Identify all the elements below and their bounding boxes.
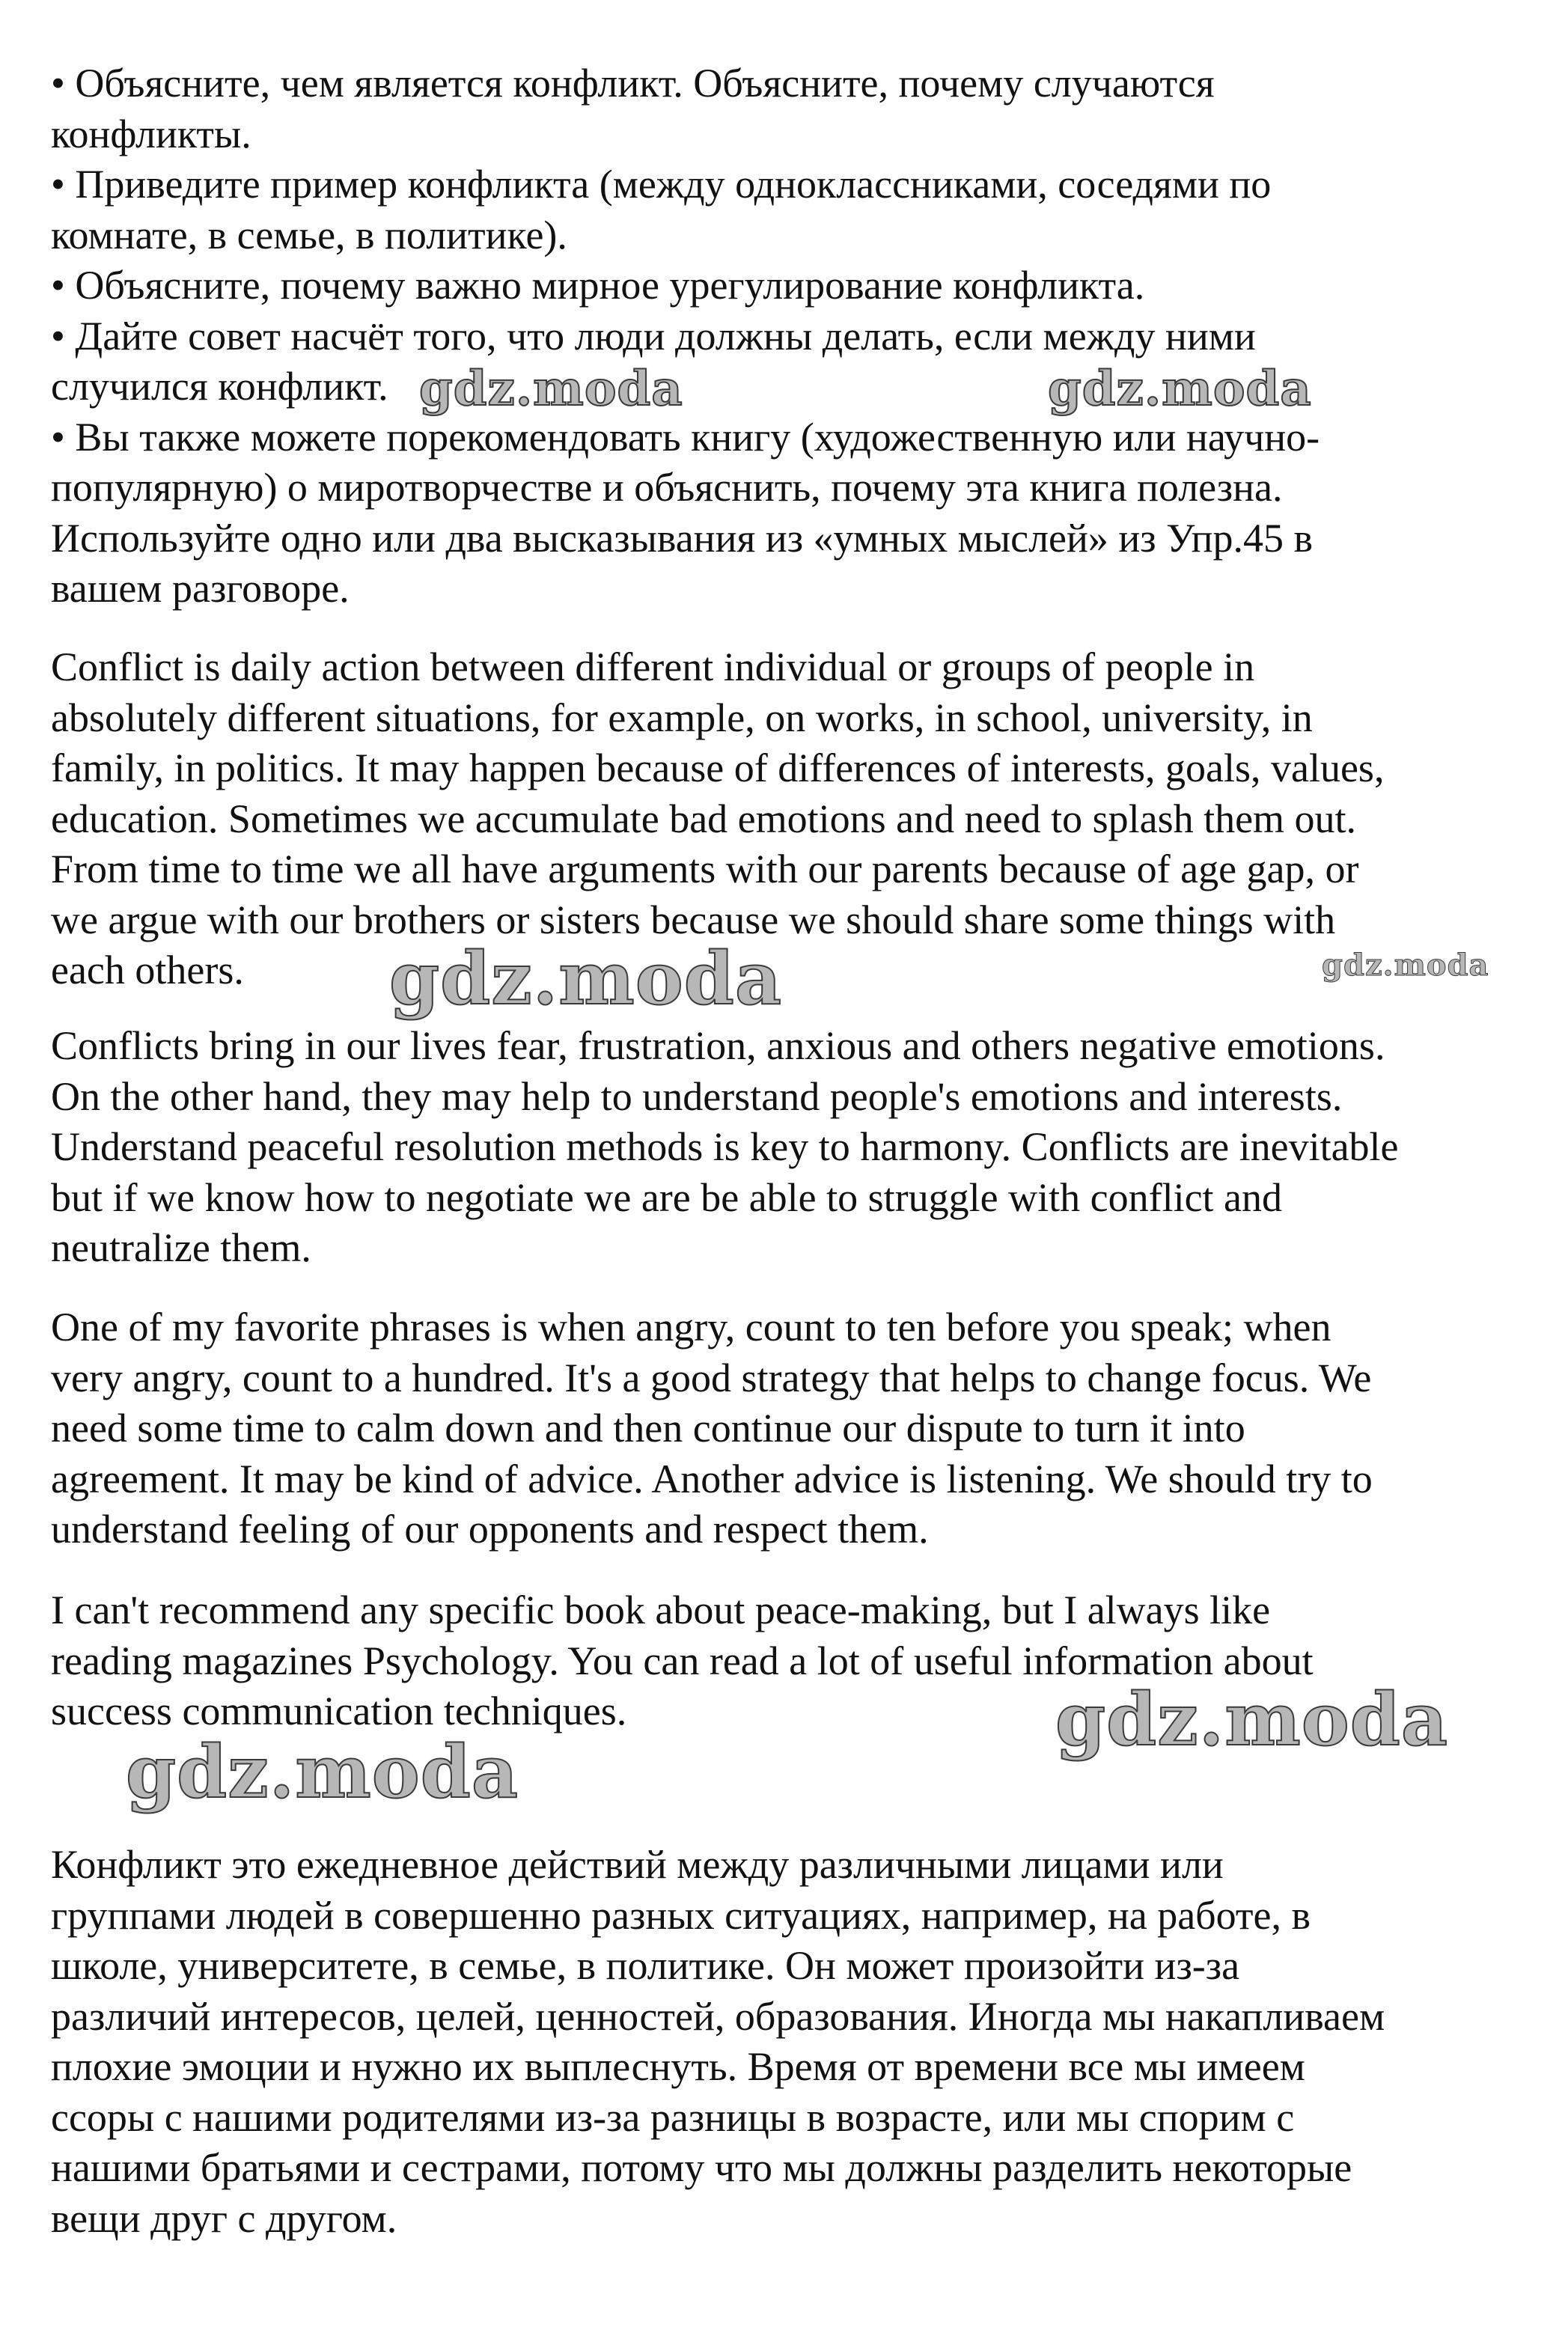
watermark: gdz.moda bbox=[126, 1730, 519, 1814]
text-line: Understand peaceful resolution methods is key to harmony. Conflicts are inevitable bbox=[51, 1124, 1399, 1169]
text-line: нашими братьями и сестрами, потому что мы должны разделить некоторые bbox=[51, 2145, 1352, 2190]
text-line: плохие эмоции и нужно их выплеснуть. Время от времени все мы имеем bbox=[51, 2044, 1305, 2089]
text-line: ссоры с нашими родителями из-за разницы в возрасте, или мы спорим с bbox=[51, 2094, 1295, 2140]
text-line: популярную) о миротворчестве и объяснить, почему эта книга полезна. bbox=[51, 465, 1283, 510]
text-line: • Объясните, чем является конфликт. Объясните, почему случаются bbox=[51, 61, 1215, 106]
text-line: вещи друг с другом. bbox=[51, 2195, 397, 2241]
task-bullets bbox=[51, 58, 1540, 614]
text-line: случился конфликт. bbox=[51, 364, 388, 409]
text-line: • Вы также можете порекомендовать книгу (художественную или научно- bbox=[51, 414, 1320, 460]
paragraph-russian bbox=[51, 1840, 1540, 2244]
text-line: absolutely different situations, for example, on works, in school, university, in bbox=[51, 695, 1313, 740]
watermark: gdz.moda bbox=[1048, 361, 1312, 417]
text-line: education. Sometimes we accumulate bad emotions and need to splash them out. bbox=[51, 796, 1357, 841]
watermark: gdz.moda bbox=[1055, 1677, 1449, 1762]
paragraph-1 bbox=[51, 642, 1540, 996]
text-line: understand feeling of our opponents and respect them. bbox=[51, 1507, 929, 1552]
text-line: I can't recommend any specific book about peace-making, but I always like bbox=[51, 1588, 1271, 1632]
text-line: From time to time we all have arguments with our parents because of age gap, or bbox=[51, 847, 1359, 891]
text-line: each others. bbox=[51, 948, 244, 992]
text-line: • Дайте совет насчёт того, что люди должны делать, если между ними bbox=[51, 313, 1256, 359]
text-line: группами людей в совершенно разных ситуациях, например, на работе, в bbox=[51, 1892, 1311, 1938]
watermark: gdz.moda bbox=[389, 936, 783, 1021]
text-line: family, in politics. It may happen because of differences of interests, goals, values, bbox=[51, 745, 1385, 790]
text-line: • Приведите пример конфликта (между одноклассниками, соседями по bbox=[51, 162, 1272, 207]
text-line: • Объясните, почему важно мирное урегулирование конфликта. bbox=[51, 263, 1145, 308]
text-line: we argue with our brothers or sisters because we should share some things with bbox=[51, 897, 1336, 942]
text-line: need some time to calm down and then continue our dispute to turn it into bbox=[51, 1406, 1245, 1451]
text-line: agreement. It may be kind of advice. Another advice is listening. We should try to bbox=[51, 1456, 1373, 1501]
paragraph-2 bbox=[51, 1021, 1540, 1274]
text-line: success communication techniques. bbox=[51, 1689, 627, 1733]
text-line: Используйте одно или два высказывания из «умных мыслей» из Упр.45 в bbox=[51, 515, 1314, 561]
text-line: комнате, в семье, в политике). bbox=[51, 212, 567, 257]
text-line: школе, университете, в семье, в политике. Он может произойти из-за bbox=[51, 1943, 1240, 1988]
text-line: One of my favorite phrases is when angry, count to ten before you speak; when bbox=[51, 1305, 1331, 1349]
text-line: reading magazines Psychology. You can read a lot of useful information about bbox=[51, 1638, 1314, 1683]
text-line: neutralize them. bbox=[51, 1225, 311, 1270]
text-line: Conflict is daily action between different individual or groups of people in bbox=[51, 644, 1255, 689]
text-line: On the other hand, they may help to understand people's emotions and interests. bbox=[51, 1073, 1343, 1119]
watermark: gdz.moda bbox=[1322, 948, 1489, 983]
watermark: gdz.moda bbox=[419, 361, 683, 417]
paragraph-3 bbox=[51, 1302, 1540, 1555]
text-line: вашем разговоре. bbox=[51, 566, 350, 611]
text-line: very angry, count to a hundred. It's a good strategy that helps to change focus. We bbox=[51, 1355, 1372, 1400]
text-line: конфликты. bbox=[51, 111, 251, 156]
text-line: Конфликт это ежедневное действий между различными лицами или bbox=[51, 1842, 1224, 1887]
text-line: различий интересов, целей, ценностей, образования. Иногда мы накапливаем bbox=[51, 1993, 1385, 2039]
text-line: but if we know how to negotiate we are be able to struggle with conflict and bbox=[51, 1174, 1283, 1220]
text-line: Conflicts bring in our lives fear, frustration, anxious and others negative emotions. bbox=[51, 1023, 1385, 1068]
